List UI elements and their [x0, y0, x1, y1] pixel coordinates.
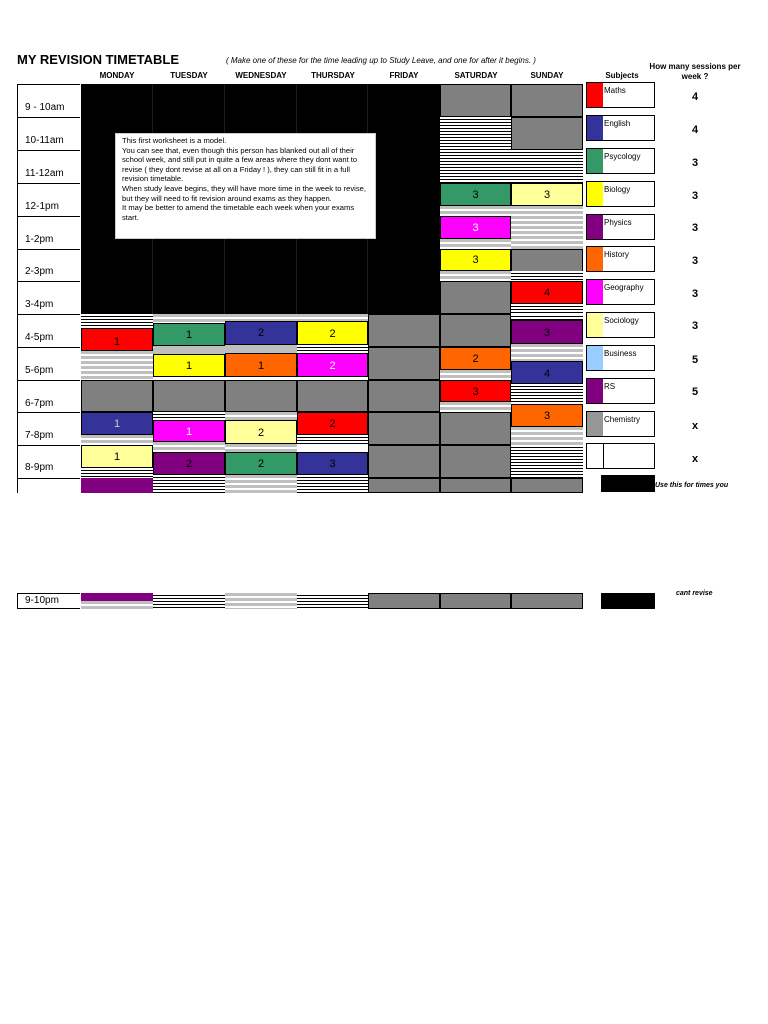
free-slot	[153, 314, 225, 323]
legend-item-history: History	[586, 246, 655, 272]
session-count: 3	[691, 190, 699, 202]
session-physics	[81, 593, 153, 601]
free-slot	[153, 412, 225, 420]
free-slot	[153, 346, 225, 354]
free-slot	[511, 304, 583, 314]
time-label: 2-3pm	[17, 249, 80, 281]
free-slot	[81, 468, 153, 478]
blocked-slot	[440, 412, 511, 445]
free-slot	[297, 475, 368, 493]
legend-item-chemistry: Chemistry	[586, 411, 655, 437]
session-physics: 2	[153, 452, 225, 475]
free-slot	[225, 314, 297, 321]
time-label: 5-6pm	[17, 347, 80, 380]
blocked-slot	[225, 380, 297, 412]
free-slot	[440, 150, 511, 183]
free-slot	[297, 593, 368, 609]
free-slot	[440, 370, 511, 380]
session-history: 3	[511, 404, 583, 427]
legend-swatch	[587, 379, 603, 403]
session-english: 2	[225, 321, 297, 345]
time-label: 4-5pm	[17, 314, 80, 347]
legend-blocked-caption: Use this for times you	[655, 482, 729, 489]
free-slot	[511, 445, 583, 478]
blocked-slot	[368, 380, 440, 412]
free-slot	[153, 475, 225, 493]
legend-item-blank	[586, 443, 655, 469]
time-label: 11-12am	[17, 150, 80, 183]
blocked-slot	[440, 281, 511, 314]
time-label: 12-1pm	[17, 183, 80, 216]
legend-blocked-caption: cant revise	[676, 590, 713, 597]
free-slot	[297, 345, 368, 353]
legend-item-sociology: Sociology	[586, 312, 655, 338]
legend-swatch	[587, 412, 603, 436]
blocked-slot	[368, 314, 440, 347]
session-count: x	[691, 453, 699, 465]
legend-swatch	[587, 280, 603, 304]
free-slot	[511, 384, 583, 404]
free-slot	[225, 593, 297, 609]
free-slot	[511, 427, 583, 445]
legend-blocked-swatch	[601, 475, 655, 492]
session-count: x	[691, 420, 699, 432]
blocked-slot	[440, 314, 511, 347]
page-subtitle: ( Make one of these for the time leading up to Study Leave, and one for after it begins. )	[226, 56, 536, 65]
legend-swatch	[587, 149, 603, 173]
session-maths: 2	[297, 412, 368, 435]
blocked-slot	[368, 412, 440, 445]
free-slot	[511, 344, 583, 361]
day-header-thursday: THURSDAY	[311, 71, 355, 80]
legend-swatch	[587, 346, 603, 370]
day-header-tuesday: TUESDAY	[170, 71, 208, 80]
session-english: 4	[511, 361, 583, 384]
free-slot	[297, 314, 368, 321]
legend-swatch	[587, 444, 604, 468]
time-label: 10-11am	[17, 117, 80, 150]
session-history: 2	[440, 347, 511, 370]
time-label: 9 - 10am	[17, 84, 80, 117]
blocked-slot	[511, 478, 583, 493]
session-biology: 1	[153, 354, 225, 377]
session-count: 3	[691, 222, 699, 234]
session-biology: 3	[440, 249, 511, 271]
legend-item-business: Business	[586, 345, 655, 371]
session-geography: 2	[297, 353, 368, 377]
session-count: 4	[691, 124, 699, 136]
blocked-slot	[440, 84, 511, 117]
free-slot	[297, 435, 368, 445]
session-count: 3	[691, 255, 699, 267]
session-count: 3	[691, 320, 699, 332]
legend-blocked-swatch	[601, 593, 655, 609]
legend-swatch	[587, 83, 603, 107]
session-sociology: 1	[81, 445, 153, 468]
free-slot	[440, 206, 511, 216]
session-count: 5	[691, 354, 699, 366]
session-count: 4	[691, 91, 699, 103]
legend-item-maths: Maths	[586, 82, 655, 108]
free-slot	[81, 351, 153, 380]
blocked-slot	[368, 445, 440, 478]
time-label-blank	[17, 478, 80, 493]
model-note	[115, 133, 376, 239]
legend-swatch	[587, 247, 603, 271]
free-slot	[440, 239, 511, 249]
model-note-text: This first worksheet is a model. You can see that, even though this person has blanked out all of their school week, and still put in quite a few areas where they dont want to revise ( they dont revise at all on a Friday ! ), they can still fit in a full revision timetable. When study leave begins, they will have more time in the week to revise, but they will need to fit revision around exams as they happen. It may be better to amend the timetable each week when your exams start.	[122, 136, 366, 222]
session-count: 5	[691, 386, 699, 398]
blocked-slot	[153, 380, 225, 412]
session-physics: 3	[511, 320, 583, 344]
legend-swatch	[587, 116, 603, 140]
time-label: 1-2pm	[17, 216, 80, 249]
time-label: 6-7pm	[17, 380, 80, 412]
free-slot	[153, 593, 225, 609]
legend-swatch	[587, 215, 603, 239]
legend-item-psycology: Psycology	[586, 148, 655, 174]
session-psycology: 2	[225, 452, 297, 475]
time-label: 8-9pm	[17, 445, 80, 478]
session-maths: 1	[81, 328, 153, 351]
free-slot	[511, 206, 583, 249]
blocked-slot	[81, 380, 153, 412]
blocked-slot	[368, 478, 440, 493]
session-maths: 3	[440, 380, 511, 402]
session-maths: 4	[511, 281, 583, 304]
free-slot	[81, 314, 153, 328]
page-title: MY REVISION TIMETABLE	[17, 52, 180, 67]
time-label: 7-8pm	[17, 412, 80, 445]
day-header-friday: FRIDAY	[389, 71, 419, 80]
blocked-slot	[440, 593, 511, 609]
legend-item-english: English	[586, 115, 655, 141]
session-psycology: 1	[153, 323, 225, 346]
free-slot	[225, 475, 297, 493]
session-count: 3	[691, 157, 699, 169]
session-count: 3	[691, 288, 699, 300]
day-header-wednesday: WEDNESDAY	[235, 71, 287, 80]
free-slot	[81, 601, 153, 609]
free-slot	[153, 442, 225, 452]
sessions-per-week-header: How many sessions per week ?	[649, 62, 741, 81]
time-label: 9-10pm	[17, 593, 80, 609]
legend-item-physics: Physics	[586, 214, 655, 240]
legend-item-rs: RS	[586, 378, 655, 404]
blocked-slot	[511, 593, 583, 609]
blocked-slot	[511, 84, 583, 117]
session-biology: 2	[297, 321, 368, 345]
day-header-monday: MONDAY	[99, 71, 135, 80]
session-english: 3	[297, 452, 368, 475]
free-slot	[440, 402, 511, 412]
free-slot	[225, 412, 297, 420]
free-slot	[225, 345, 297, 353]
subjects-header: Subjects	[605, 71, 639, 80]
session-psycology: 3	[440, 183, 511, 206]
free-slot	[81, 435, 153, 445]
legend-swatch	[587, 182, 603, 206]
day-header-sunday: SUNDAY	[530, 71, 564, 80]
session-sociology: 2	[225, 420, 297, 444]
free-slot	[225, 444, 297, 452]
legend-item-biology: Biology	[586, 181, 655, 207]
blocked-slot	[368, 347, 440, 380]
session-history: 1	[225, 353, 297, 377]
blocked-slot	[368, 593, 440, 609]
free-slot	[440, 271, 511, 281]
session-sociology: 3	[511, 183, 583, 206]
session-physics	[81, 478, 153, 493]
session-geography: 3	[440, 216, 511, 239]
blocked-slot	[511, 117, 583, 150]
blocked-slot	[440, 478, 511, 493]
legend-swatch	[587, 313, 603, 337]
session-geography: 1	[153, 420, 225, 442]
free-slot	[440, 117, 511, 150]
free-slot	[511, 271, 583, 281]
time-label: 3-4pm	[17, 281, 80, 314]
blocked-slot	[297, 380, 368, 412]
session-english: 1	[81, 412, 153, 435]
free-slot	[511, 150, 583, 183]
blocked-slot	[440, 445, 511, 478]
legend-item-geography: Geography	[586, 279, 655, 305]
day-header-saturday: SATURDAY	[454, 71, 498, 80]
